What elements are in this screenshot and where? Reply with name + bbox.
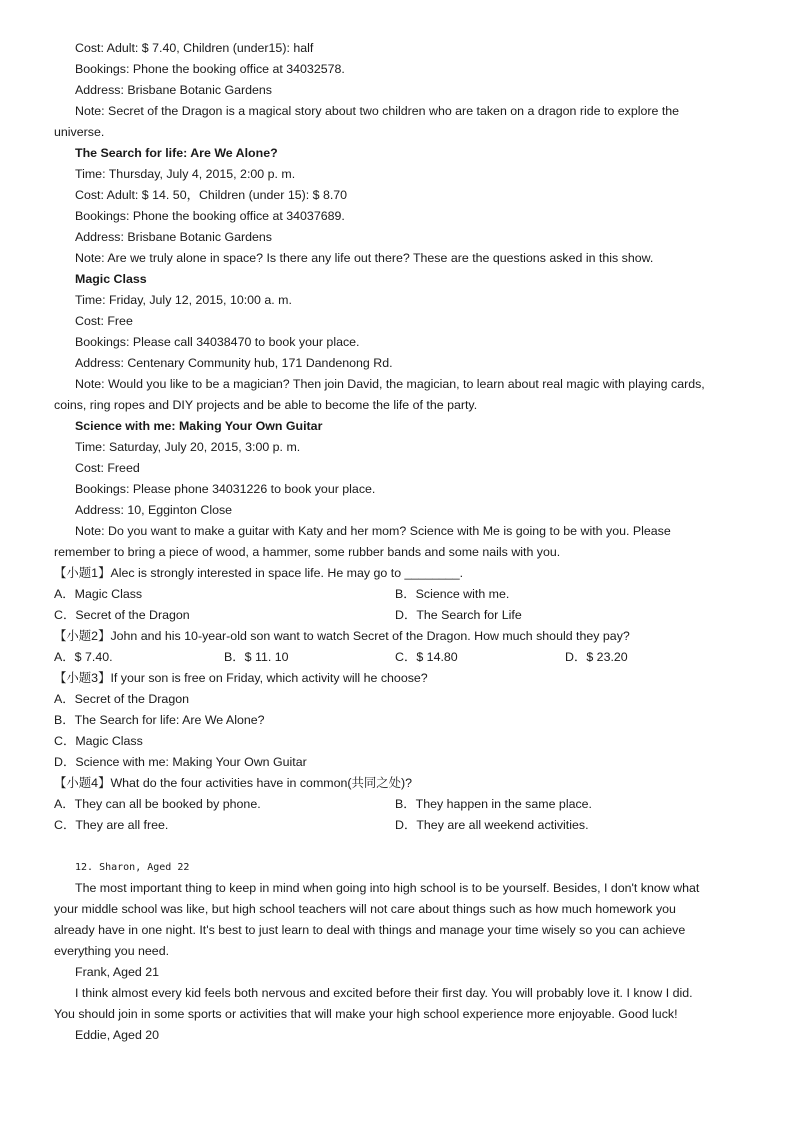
- guitar-address: Address: 10, Egginton Close: [75, 503, 233, 517]
- q3-option-b: B．The Search for life: Are We Alone?: [54, 713, 265, 727]
- dragon-cost: Cost: Adult: $ 7.40, Children (under15): half: [75, 41, 314, 55]
- search-title: The Search for life: Are We Alone?: [75, 146, 278, 160]
- question-2: 【小题2】John and his 10-year-old son want to watch Secret of the Dragon. How much should they pay?: [54, 629, 630, 643]
- passage-12-para2-line2: You should join in some sports or activities that will make your high school experience more enjoyable. Good luck!: [54, 1007, 678, 1021]
- question-4-options-row-2: [54, 815, 744, 836]
- dragon-bookings: Bookings: Phone the booking office at 34032578.: [75, 62, 345, 76]
- magic-note: Note: Would you like to be a magician? Then join David, the magician, to learn about real magic with playing cards,: [75, 377, 705, 391]
- magic-note-cont: coins, ring ropes and DIY projects and be able to become the life of the party.: [54, 398, 478, 412]
- document-page: [54, 38, 744, 1046]
- search-bookings: Bookings: Phone the booking office at 34037689.: [75, 209, 345, 223]
- question-3: 【小题3】If your son is free on Friday, which activity will he choose?: [54, 671, 428, 685]
- passage-12-heading: 12. Sharon, Aged 22: [75, 862, 190, 873]
- guitar-cost: Cost: Freed: [75, 461, 140, 475]
- q3-option-a: A．Secret of the Dragon: [54, 692, 189, 706]
- q1-option-a: A．Magic Class: [54, 587, 143, 601]
- q1-option-b: B．Science with me.: [395, 587, 510, 601]
- guitar-title: Science with me: Making Your Own Guitar: [75, 419, 323, 433]
- q4-option-a: A．They can all be booked by phone.: [54, 797, 261, 811]
- search-time: Time: Thursday, July 4, 2015, 2:00 p. m.: [75, 167, 296, 181]
- magic-address: Address: Centenary Community hub, 171 Dandenong Rd.: [75, 356, 393, 370]
- guitar-note: Note: Do you want to make a guitar with Katy and her mom? Science with Me is going to be with you. Please: [75, 524, 671, 538]
- q4-option-b: B．They happen in the same place.: [395, 797, 592, 811]
- passage-12-para1-line1: The most important thing to keep in mind when going into high school is to be yourself. Besides, I don't know what: [75, 881, 700, 895]
- dragon-note: Note: Secret of the Dragon is a magical story about two children who are taken on a dragon ride to explore the: [75, 104, 680, 118]
- dragon-address: Address: Brisbane Botanic Gardens: [75, 83, 272, 97]
- search-note: Note: Are we truly alone in space? Is there any life out there? These are the questions asked in this show.: [75, 251, 654, 265]
- section-gap: [54, 836, 744, 857]
- magic-time: Time: Friday, July 12, 2015, 10:00 a. m.: [75, 293, 292, 307]
- q2-option-c: C．$ 14.80: [395, 650, 458, 664]
- q4-option-d: D．They are all weekend activities.: [395, 818, 589, 832]
- magic-title: Magic Class: [75, 272, 147, 286]
- search-cost: Cost: Adult: $ 14. 50，Children (under 15): $ 8.70: [75, 188, 348, 202]
- q1-option-c: C．Secret of the Dragon: [54, 608, 190, 622]
- q2-option-d: D．$ 23.20: [565, 650, 628, 664]
- question-1-options-row-1: [54, 584, 744, 605]
- passage-12-author-frank: Frank, Aged 21: [75, 965, 160, 979]
- guitar-time: Time: Saturday, July 20, 2015, 3:00 p. m.: [75, 440, 301, 454]
- question-4-options-row-1: [54, 794, 744, 815]
- passage-12-para2-line1: I think almost every kid feels both nervous and excited before their first day. You will probably love it. I know I did.: [75, 986, 693, 1000]
- passage-12-para1-line4: everything you need.: [54, 944, 170, 958]
- passage-12-author-eddie: Eddie, Aged 20: [75, 1028, 160, 1042]
- passage-12-para1-line3: already have in one night. It's best to just learn to deal with things and manage your time wisely so you can achieve: [54, 923, 686, 937]
- magic-cost: Cost: Free: [75, 314, 133, 328]
- q2-option-a: A．$ 7.40.: [54, 650, 113, 664]
- guitar-note-cont: remember to bring a piece of wood, a hammer, some rubber bands and some nails with you.: [54, 545, 561, 559]
- dragon-note-cont: universe.: [54, 125, 105, 139]
- question-2-options-row: [54, 647, 744, 668]
- search-address: Address: Brisbane Botanic Gardens: [75, 230, 272, 244]
- guitar-bookings: Bookings: Please phone 34031226 to book your place.: [75, 482, 376, 496]
- q4-option-c: C．They are all free.: [54, 818, 169, 832]
- question-1: 【小题1】Alec is strongly interested in space life. He may go to ________.: [54, 566, 464, 580]
- q2-option-b: B．$ 11. 10: [224, 650, 289, 664]
- q1-option-d: D．The Search for Life: [395, 608, 522, 622]
- question-1-options-row-2: [54, 605, 744, 626]
- question-4: 【小题4】What do the four activities have in common(共同之处)?: [54, 776, 413, 790]
- passage-12-para1-line2: your middle school was like, but high school teachers will not care about things such as how much homework you: [54, 902, 676, 916]
- q3-option-c: C．Magic Class: [54, 734, 143, 748]
- q3-option-d: D．Science with me: Making Your Own Guitar: [54, 755, 307, 769]
- magic-bookings: Bookings: Please call 34038470 to book your place.: [75, 335, 360, 349]
